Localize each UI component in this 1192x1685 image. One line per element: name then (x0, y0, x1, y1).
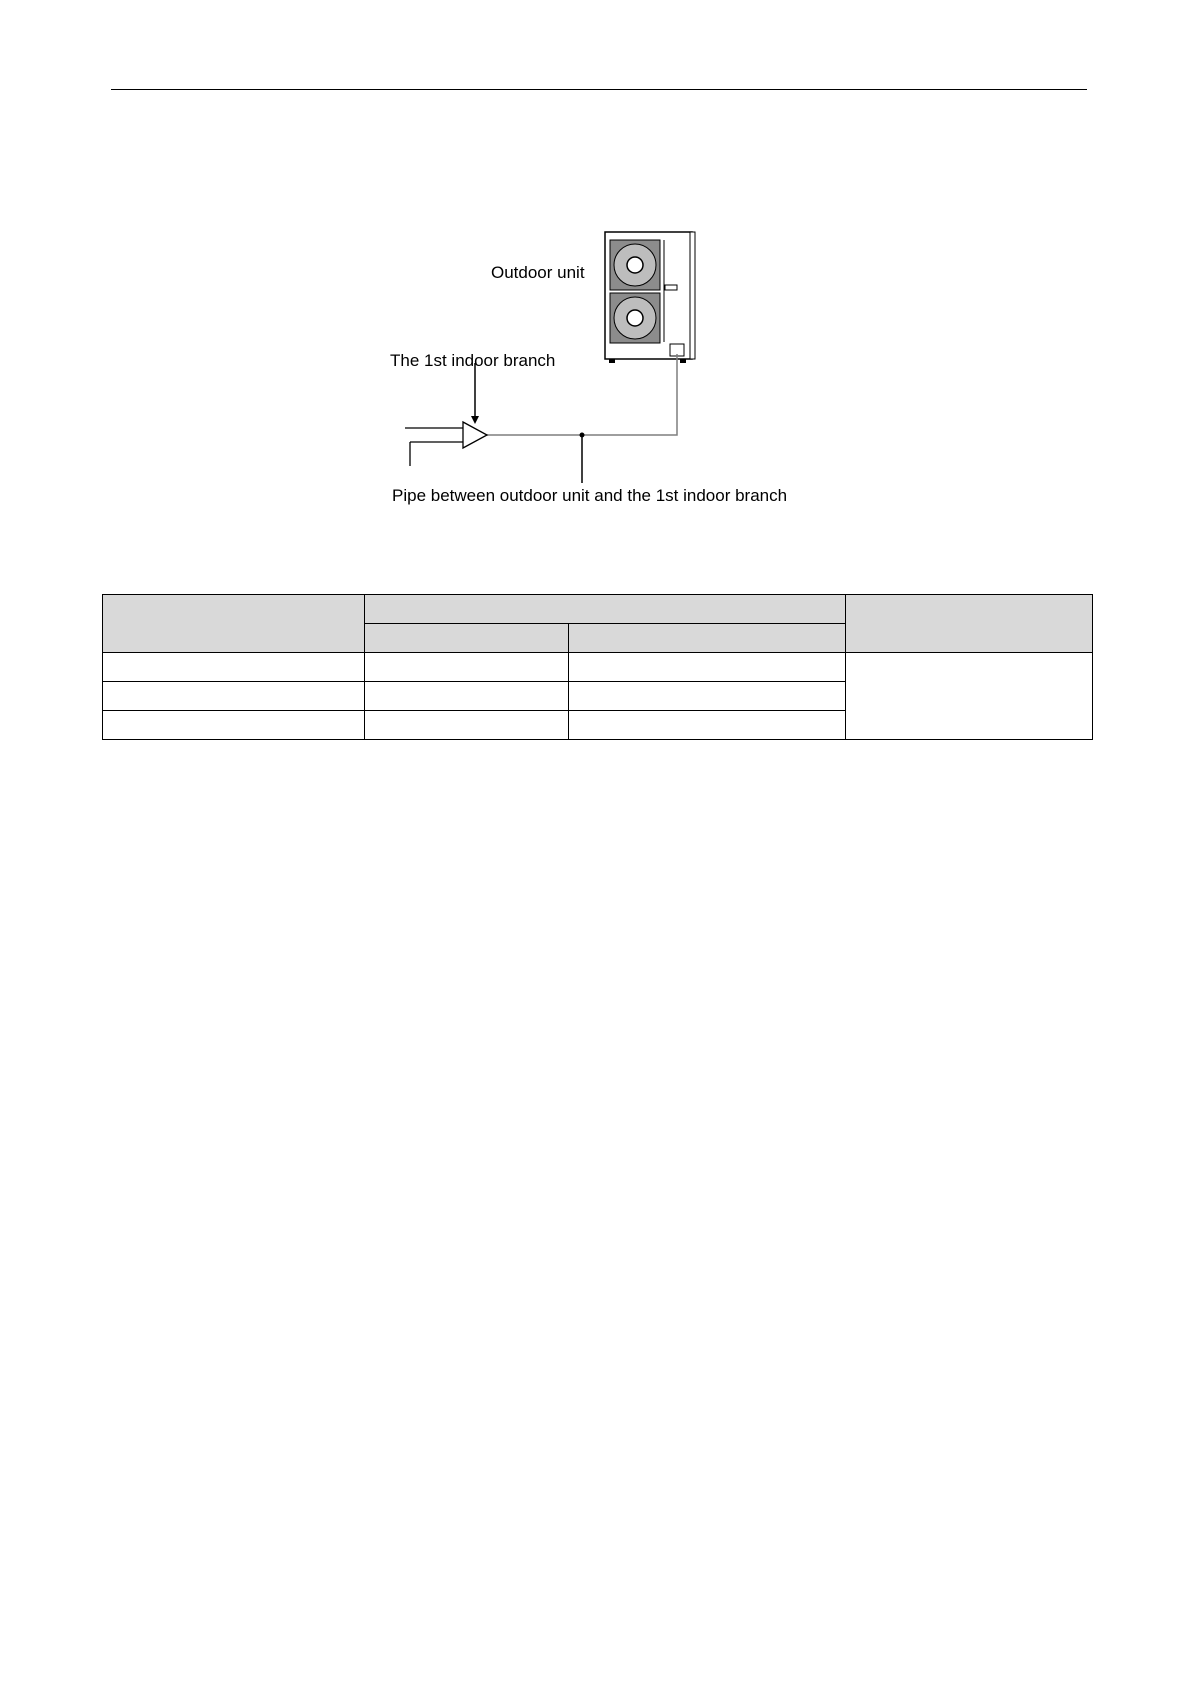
table-cell (569, 653, 846, 682)
outdoor-unit-label: Outdoor unit (491, 263, 585, 282)
table-cell (569, 711, 846, 740)
table-cell (103, 711, 365, 740)
table-header-cell (846, 595, 1093, 653)
table-header-cell (365, 595, 846, 624)
pipe-label: Pipe between outdoor unit and the 1st indoor branch (392, 486, 788, 505)
table-cell (365, 682, 569, 711)
outdoor-unit-icon (605, 232, 695, 363)
table-cell (365, 711, 569, 740)
header-rule (111, 89, 1087, 90)
first-branch-label: The 1st indoor branch (390, 351, 556, 370)
table-cell (103, 653, 365, 682)
table-subheader-cell (569, 624, 846, 653)
table-cell (365, 653, 569, 682)
table-cell (103, 682, 365, 711)
piping-diagram (360, 210, 840, 520)
table-header-cell (103, 595, 365, 653)
table-subheader-cell (365, 624, 569, 653)
table-cell (569, 682, 846, 711)
pipe-size-table (102, 594, 1093, 740)
table-row (103, 653, 1093, 682)
branch-joint-icon (405, 422, 487, 466)
table-cell (846, 653, 1093, 740)
